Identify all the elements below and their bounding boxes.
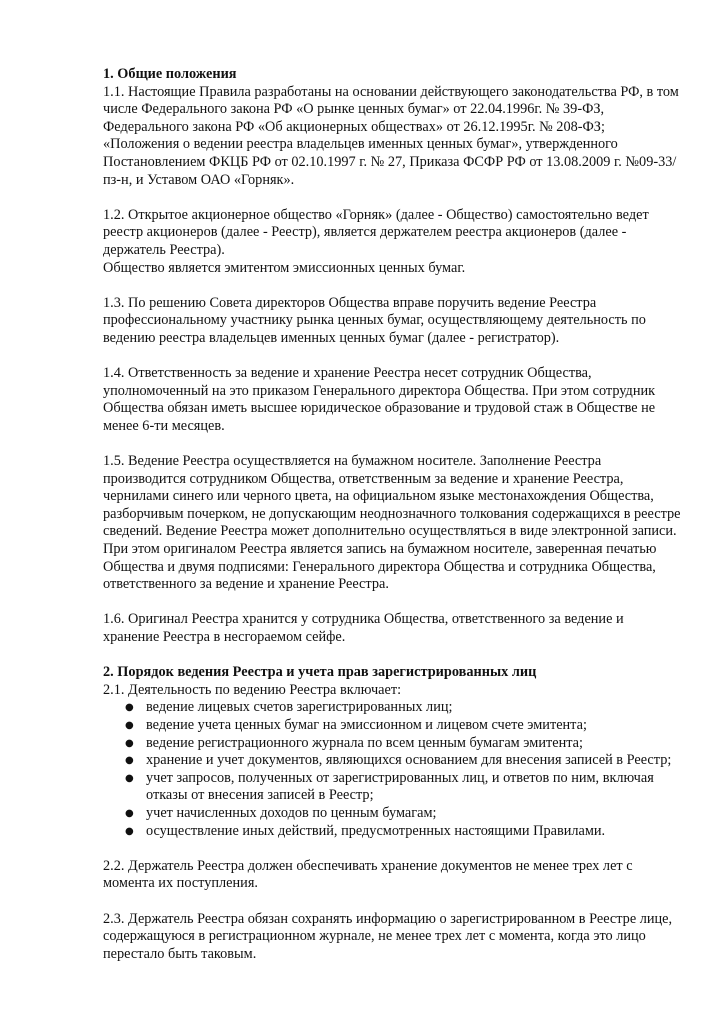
section-2-heading: 2. Порядок ведения Реестра и учета прав зарегистрированных лиц — [103, 664, 537, 681]
spacer — [103, 277, 683, 295]
list-item — [103, 717, 683, 735]
spacer — [103, 893, 683, 911]
list-item-text: учет начисленных доходов по ценным бумагам; — [146, 804, 437, 821]
list-item — [103, 735, 683, 753]
bullet-icon: ● — [125, 807, 134, 819]
list-item-text: осуществление иных действий, предусмотренных настоящими Правилами. — [146, 822, 606, 839]
spacer — [103, 435, 683, 453]
list-item-text: ведение регистрационного журнала по всем ценным бумагам эмитента; — [146, 734, 583, 751]
paragraph-1-4: 1.4. Ответственность за ведение и хранение Реестра несет сотрудник Общества, уполномоченный на это приказом Генерального директора Общества. При этом сотрудник Общества обязан иметь высшее юридическое образование и трудовой стаж в Обществе не менее 6-ти месяцев. — [103, 365, 656, 434]
bullet-icon: ● — [125, 737, 134, 749]
spacer — [103, 189, 683, 207]
list-item-text: ведение учета ценных бумаг на эмиссионном и лицевом счете эмитента; — [146, 716, 587, 733]
bullet-icon: ● — [125, 755, 134, 767]
section-1-heading: 1. Общие положения — [103, 66, 237, 82]
paragraph-1-5: 1.5. Ведение Реестра осуществляется на бумажном носителе. Заполнение Реестра производится сотрудником Общества, ответственным за ведение и хранение Реестра, чернилами синего или черного цвета, на официальном языке местонахождения Общества, разборчивым почерком, не допускающим неоднозначного толкования содержащихся в реестре сведений. Ведение Реестра может дополнительно осуществляться в виде электронной записи. При этом оригиналом Реестра является запись на бумажном носителе, заверенная печатью Общества и двумя подписями: Генерального директора Общества и сотрудника Общества, ответственного за ведение и хранение Реестра. — [103, 453, 681, 593]
paragraph-2-1: 2.1. Деятельность по ведению Реестра включает: — [103, 681, 402, 698]
bullet-icon: ● — [125, 772, 134, 784]
spacer — [103, 840, 683, 858]
paragraph-2-2: 2.2. Держатель Реестра должен обеспечивать хранение документов не менее трех лет с момента их поступления. — [103, 857, 633, 892]
list-item-text: хранение и учет документов, являющихся основанием для внесения записей в Реестр; — [146, 752, 672, 769]
document-page — [103, 66, 683, 963]
paragraph-1-3: 1.3. По решению Совета директоров Общества вправе поручить ведение Реестра профессиональному участнику рынка ценных бумаг, осуществляющему деятельность по ведению реестра владельцев именных ценных бумаг (далее - регистратор). — [103, 294, 646, 346]
list-item — [103, 823, 683, 841]
list-item — [103, 805, 683, 823]
spacer — [103, 594, 683, 612]
bullet-icon: ● — [125, 719, 134, 731]
paragraph-1-6: 1.6. Оригинал Реестра хранится у сотрудника Общества, ответственного за ведение и хранение Реестра в несгораемом сейфе. — [103, 611, 624, 645]
paragraph-2-3: 2.3. Держатель Реестра обязан сохранять информацию о зарегистрированном в Реестре лице, содержащуюся в регистрационном журнале, не менее трех лет с момента, когда это лицо перестало быть таковым. — [103, 910, 673, 962]
bullet-icon: ● — [125, 825, 134, 837]
activities-list — [103, 699, 683, 840]
list-item-text: ведение лицевых счетов зарегистрированных лиц; — [146, 699, 453, 716]
list-item — [103, 752, 683, 770]
paragraph-1-2: 1.2. Открытое акционерное общество «Горняк» (далее - Общество) самостоятельно ведет реестр акционеров (далее - Реестр), является держателем реестра акционеров (далее - держатель Реестра). — [103, 206, 649, 258]
paragraph-1-2-issuer: Общество является эмитентом эмиссионных ценных бумаг. — [103, 259, 466, 276]
list-item — [103, 699, 683, 717]
bullet-icon: ● — [125, 702, 134, 714]
spacer — [103, 348, 683, 366]
paragraph-1-1: 1.1. Настоящие Правила разработаны на основании действующего законодательства РФ, в том числе Федерального закона РФ «О рынке ценных бумаг» от 22.04.1996г. № 39-ФЗ, Федерального закона РФ «Об акционерных обществах» от 26.12.1995г. № 208-ФЗ; «Положения о ведении реестра владельцев именных ценных бумаг», утвержденного Постановлением ФКЦБ РФ от 02.10.1997 г. № 27, Приказа ФСФР РФ от 13.08.2009 г. №09-33/пз-н, и Уставом ОАО «Горняк». — [103, 83, 679, 188]
list-item — [103, 770, 683, 805]
list-item-text: учет запросов, полученных от зарегистрированных лиц, и ответов по ним, включая отказы от внесения записей в Реестр; — [146, 769, 654, 804]
spacer — [103, 647, 683, 665]
